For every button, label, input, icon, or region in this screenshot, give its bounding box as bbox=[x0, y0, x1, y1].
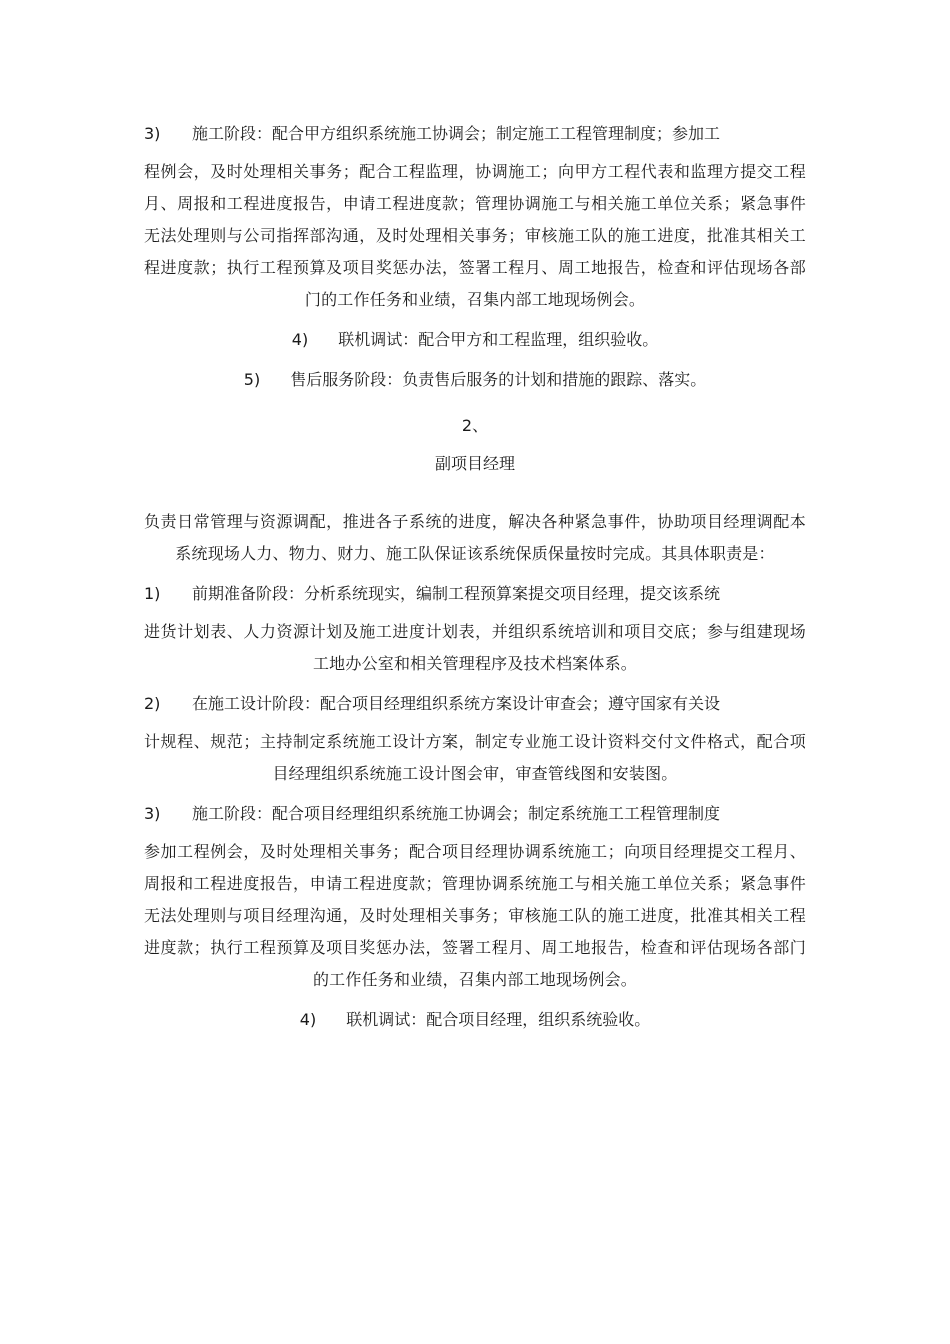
s2-item3 bbox=[144, 798, 806, 996]
document-page bbox=[144, 118, 806, 1036]
s1-item3-first-line bbox=[144, 118, 806, 150]
s2-item2-line1: 在施工设计阶段：配合项目经理组织系统方案设计审查会；遵守国家有关设 bbox=[192, 694, 721, 713]
section2-heading-number: 2、 bbox=[461, 416, 489, 435]
s2-item1-first-line bbox=[144, 578, 806, 610]
section2-heading-title: 副项目经理 bbox=[434, 454, 515, 473]
s1-item5-text: 售后服务阶段：负责售后服务的计划和措施的跟踪、落实。 bbox=[290, 370, 707, 389]
s1-item3-number: 3) bbox=[144, 124, 161, 143]
s1-item4 bbox=[144, 324, 806, 356]
s1-item4-text: 联机调试：配合甲方和工程监理，组织验收。 bbox=[338, 330, 659, 349]
s2-item4-text: 联机调试：配合项目经理，组织系统验收。 bbox=[346, 1010, 651, 1029]
s2-item1-line1: 前期准备阶段：分析系统现实，编制工程预算案提交项目经理，提交该系统 bbox=[192, 584, 721, 603]
s1-item5 bbox=[144, 364, 806, 396]
s2-item3-number: 3) bbox=[144, 804, 161, 823]
s1-item4-number: 4) bbox=[291, 330, 309, 349]
s2-item2-first-line bbox=[144, 688, 806, 720]
s2-item3-body: 参加工程例会，及时处理相关事务；配合项目经理协调系统施工；向项目经理提交工程月、周报和工程进度报告，申请工程进度款；管理协调系统施工与相关施工单位关系；紧急事件无法处理则与项目经理沟通，及时处理相关事务；审核施工队的施工进度，批准其相关工程进度款；执行工程预算及项目奖惩办法，签署工程月、周工地报告，检查和评估现场各部门的工作任务和业绩，召集内部工地现场例会。 bbox=[144, 842, 806, 989]
s2-item1-body: 进货计划表、人力资源计划及施工进度计划表，并组织系统培训和项目交底；参与组建现场工地办公室和相关管理程序及技术档案体系。 bbox=[144, 622, 806, 673]
s2-item3-first-line bbox=[144, 798, 806, 830]
s2-item4 bbox=[144, 1004, 806, 1036]
s2-item1 bbox=[144, 578, 806, 680]
s2-item2-number: 2) bbox=[144, 694, 161, 713]
s2-item3-line1: 施工阶段：配合项目经理组织系统施工协调会；制定系统施工工程管理制度 bbox=[192, 804, 721, 823]
s2-item2 bbox=[144, 688, 806, 790]
s1-item3-body: 程例会，及时处理相关事务；配合工程监理，协调施工；向甲方工程代表和监理方提交工程月、周报和工程进度报告，申请工程进度款；管理协调施工与相关施工单位关系；紧急事件无法处理则与公司指挥部沟通，及时处理相关事务；审核施工队的施工进度，批准其相关工程进度款；执行工程预算及项目奖惩办法，签署工程月、周工地报告，检查和评估现场各部门的工作任务和业绩，召集内部工地现场例会。 bbox=[144, 162, 806, 309]
s1-item3-line1: 施工阶段：配合甲方组织系统施工协调会；制定施工工程管理制度；参加工 bbox=[192, 124, 721, 143]
s2-item1-number: 1) bbox=[144, 584, 161, 603]
s2-item4-number: 4) bbox=[299, 1010, 317, 1029]
s1-item3 bbox=[144, 118, 806, 316]
s1-item5-number: 5) bbox=[243, 370, 261, 389]
s2-item2-body: 计规程、规范；主持制定系统施工设计方案，制定专业施工设计资料交付文件格式，配合项目经理组织系统施工设计图会审，审查管线图和安装图。 bbox=[144, 732, 806, 783]
section2-intro: 负责日常管理与资源调配，推进各子系统的进度，解决各种紧急事件，协助项目经理调配本系统现场人力、物力、财力、施工队保证该系统保质保量按时完成。其具体职责是： bbox=[144, 512, 806, 563]
